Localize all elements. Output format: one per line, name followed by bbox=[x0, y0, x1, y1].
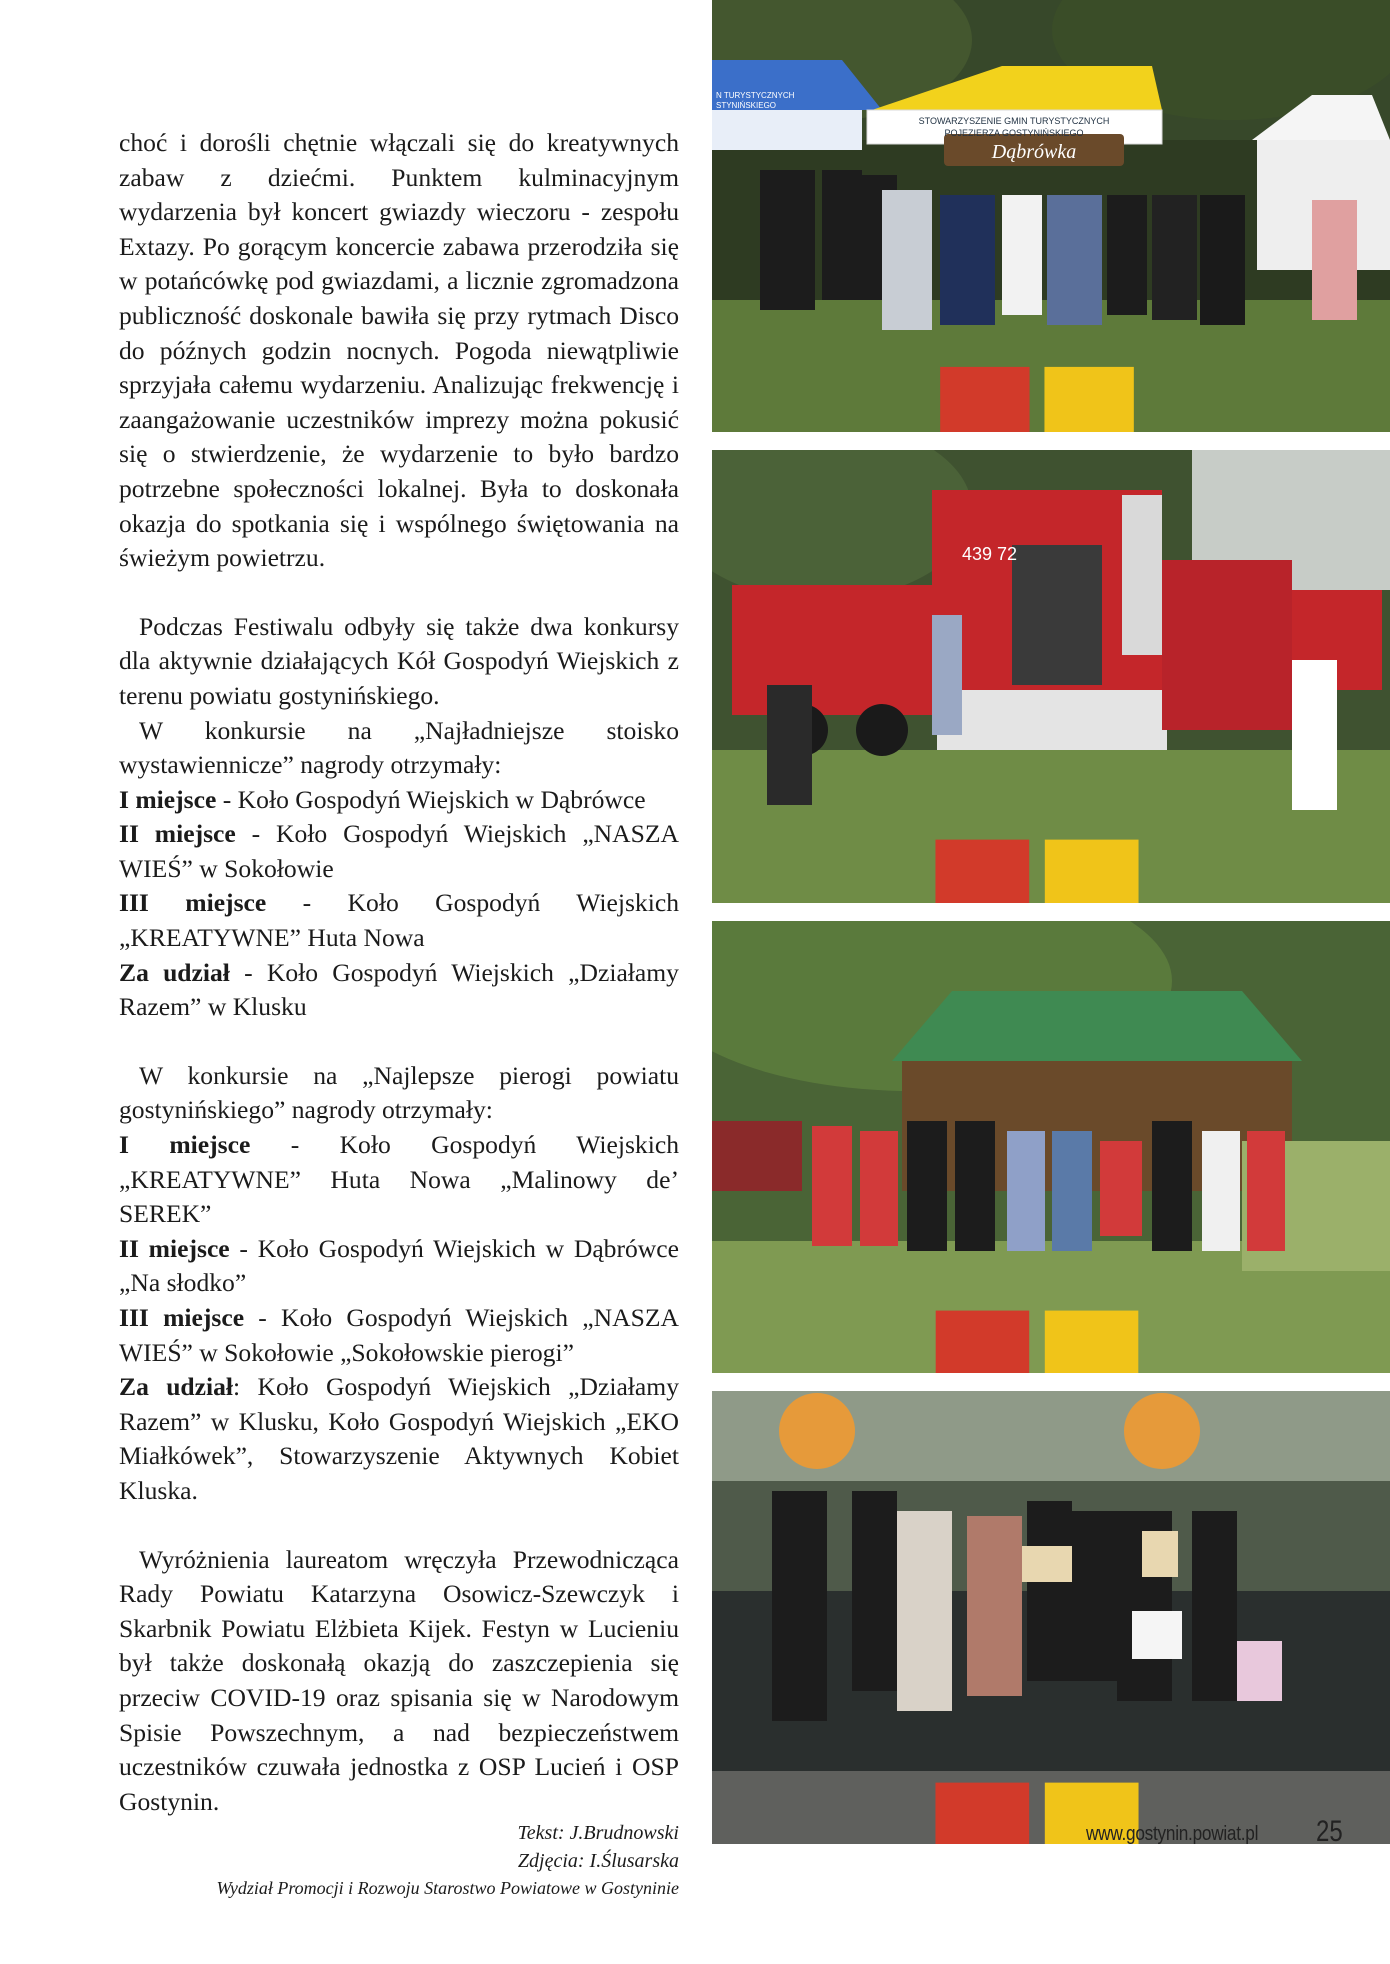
blue-tent-line1: N TURYSTYCZNYCH bbox=[716, 91, 795, 100]
credit-photos: Zdjęcia: I.Ślusarska bbox=[517, 1850, 679, 1873]
place-label: I miejsce bbox=[119, 1130, 251, 1160]
contest1-place-3 bbox=[119, 886, 679, 955]
page-number: 25 bbox=[1316, 1815, 1343, 1848]
contest1-place-4 bbox=[119, 956, 679, 1025]
place-label: Za udział bbox=[119, 1372, 234, 1402]
place-label: III miejsce bbox=[119, 1303, 245, 1332]
contest2-intro: W konkursie na „Najlepsze pierogi powiatu gostynińskiego” nagrody otrzymały: bbox=[119, 1060, 679, 1125]
tent-sign-line1: STOWARZYSZENIE GMIN TURYSTYCZNYCH bbox=[918, 116, 1110, 126]
place-text: - Koło Gospodyń Wiejskich „KREATYWNE” Huta Nowa bbox=[119, 888, 679, 953]
article-paragraph-2: Podczas Festiwalu odbyły się także dwa konkursy dla aktywnie działających Kół Gospodyń Wiejskich z terenu powiatu gostynińskiego. bbox=[119, 611, 679, 710]
credit-text: Tekst: J.Brudnowski bbox=[517, 1822, 679, 1845]
place-label: II miejsce bbox=[119, 1233, 230, 1263]
tent-sign-script: Dąbrówka bbox=[991, 141, 1077, 163]
article-column bbox=[119, 126, 679, 1901]
contest1-intro: W konkursie na „Najładniejsze stoisko wystawiennicze” nagrody otrzymały: bbox=[119, 715, 679, 780]
place-text: - Koło Gospodyń Wiejskich „KREATYWNE” Huta Nowa „Malinowy de’ SEREK” bbox=[119, 1130, 679, 1229]
place-text: : Koło Gospodyń Wiejskich „Działamy Razem” w Klusku, Koło Gospodyń Wiejskich „EKO Miałkówek”, Stowarzyszenie Aktywnych Kobiet Kluska. bbox=[119, 1372, 679, 1505]
place-label: III miejsce bbox=[119, 888, 267, 918]
place-text: - Koło Gospodyń Wiejskich „NASZA WIEŚ” w Sokołowie bbox=[119, 819, 679, 883]
contest2-place-3 bbox=[119, 1301, 679, 1370]
article-paragraph-1: choć i dorośli chętnie włączali się do kreatywnych zabaw z dziećmi. Punktem kulminacyjnym wydarzenia był koncert gwiazdy wieczoru - zespołu Extazy. Po gorącym koncercie zabawa przerodziła się w potańcówkę pod gwiazdami, a licznie zgromadzona publiczność doskonale bawiła się przy rytmach Disco do późnych godzin nocnych. Pogoda niewątpliwie sprzyjała całemu wydarzeniu. Analizując frekwencję i zaangażowanie uczestników imprezy można pokusić się o stwierdzenie, że wydarzenie to było bardzo potrzebne społeczności lokalnej. Była to doskonała okazja do spotkania się i wspólnego świętowania na świeżym powietrzu. bbox=[119, 128, 679, 573]
place-text: - Koło Gospodyń Wiejskich „Działamy Razem” w Klusku bbox=[119, 957, 679, 1022]
photo-fire-trucks bbox=[712, 450, 1390, 903]
credits-block bbox=[119, 1819, 679, 1901]
contest1-place-1 bbox=[119, 783, 679, 818]
powiat-logo-icon bbox=[712, 1767, 1376, 1844]
credit-department: Wydział Promocji i Rozwoju Starostwo Powiatowe w Gostyninie bbox=[216, 1878, 679, 1899]
contest1-place-2 bbox=[119, 817, 679, 886]
place-text: - Koło Gospodyń Wiejskich w Dąbrówce „Na słodko” bbox=[119, 1233, 680, 1298]
powiat-logo-icon bbox=[712, 824, 1376, 903]
photo-green-tent-group bbox=[712, 921, 1390, 1373]
photo-dabrowka-tent bbox=[712, 0, 1390, 432]
article-paragraph-3: Wyróżnienia laureatom wręczyła Przewodnicząca Rady Powiatu Katarzyna Osowicz-Szewczyk i Skarbnik Powiatu Elżbieta Kijek. Festyn w Lucieniu był także doskonałą okazją do zaszczepienia się przeciw COVID-19 oraz spisania się w Narodowym Spisie Powszechnym, a nad bezpieczeństwem uczestników czuwała jednostka z OSP Lucień i OSP Gostynin. bbox=[119, 1544, 679, 1816]
photo-stage-awards bbox=[712, 1391, 1390, 1844]
truck-number: 439 72 bbox=[962, 544, 1018, 564]
powiat-logo-icon bbox=[712, 1295, 1376, 1373]
place-label: I miejsce bbox=[119, 784, 217, 814]
blue-tent-line2: STYNIŃSKIEGO bbox=[716, 101, 777, 110]
contest2-place-1 bbox=[119, 1128, 679, 1232]
place-text: - Koło Gospodyń Wiejskich „NASZA WIEŚ” w Sokołowie „Sokołowskie pierogi” bbox=[119, 1303, 679, 1367]
place-label: Za udział bbox=[119, 957, 230, 987]
website-link[interactable]: www.gostynin.powiat.pl bbox=[1086, 1823, 1259, 1845]
tent-sign-line2: POJEZIERZA GOSTYNIŃSKIEGO bbox=[944, 128, 1084, 138]
place-label: II miejsce bbox=[119, 819, 236, 849]
contest2-place-4 bbox=[119, 1370, 679, 1508]
powiat-logo-icon bbox=[712, 352, 1376, 432]
contest2-place-2 bbox=[119, 1232, 679, 1301]
place-text: - Koło Gospodyń Wiejskich w Dąbrówce bbox=[216, 784, 646, 814]
